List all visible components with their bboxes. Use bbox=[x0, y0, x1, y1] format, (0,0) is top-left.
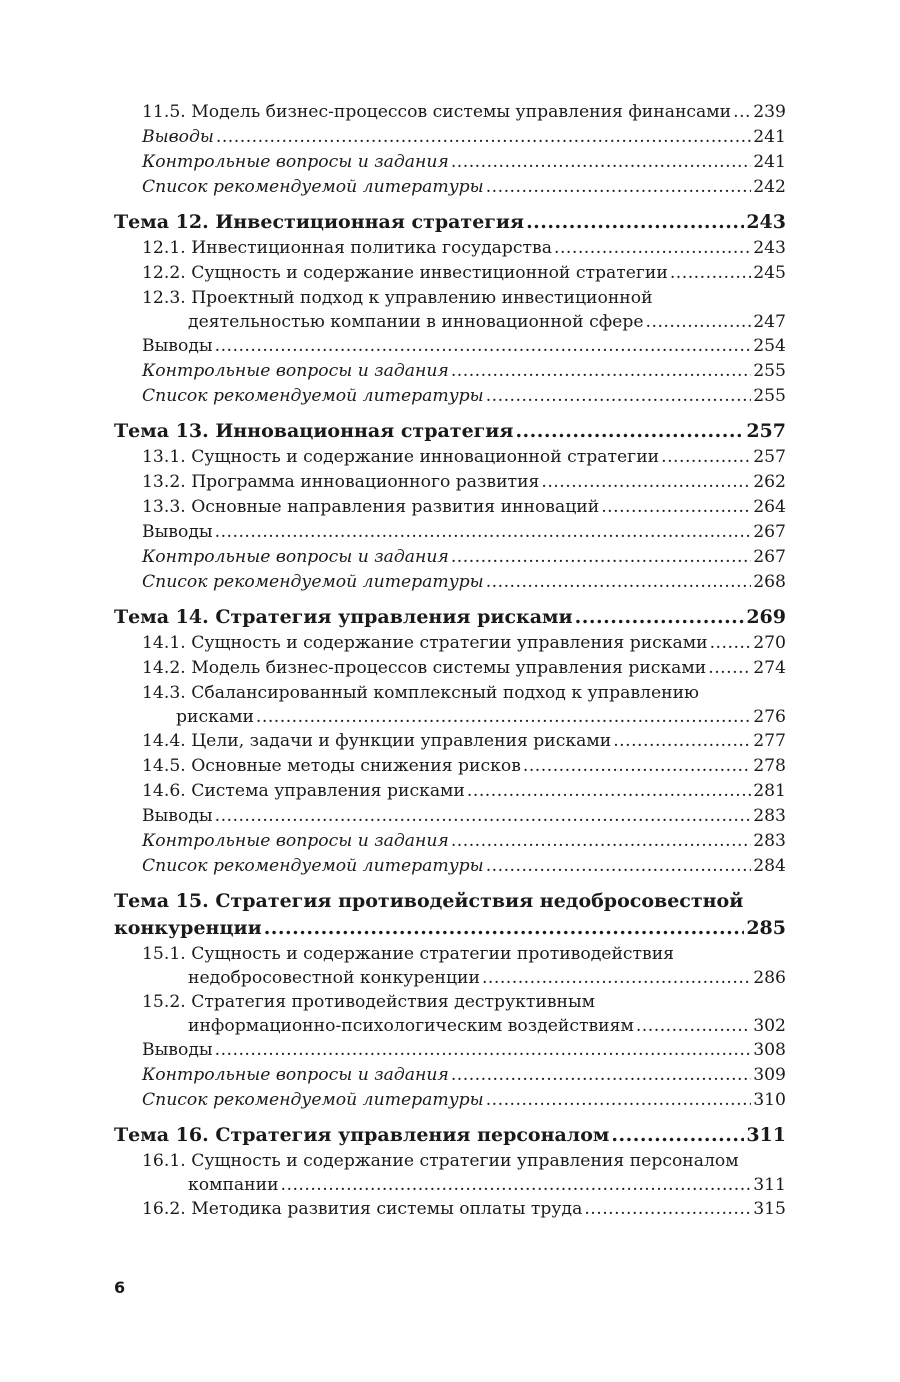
toc-entry-title: Список рекомендуемой литературы bbox=[142, 856, 484, 876]
toc-entry-page: 241 bbox=[753, 152, 786, 172]
toc-entry-title: Выводы bbox=[142, 336, 213, 356]
page-number: 6 bbox=[114, 1278, 126, 1297]
toc-entry-title: 13.1. Сущность и содержание инновационной стратегии bbox=[142, 447, 660, 467]
toc-entry-title: 15.1. Сущность и содержание стратегии противодействия bbox=[142, 944, 675, 964]
toc-topic-title: Тема 16. Стратегия управления персоналом bbox=[114, 1124, 610, 1146]
toc-entry-title: 11.5. Модель бизнес-процессов системы управления финансами bbox=[142, 102, 732, 122]
toc-entry-title: 12.3. Проектный подход к управлению инвестиционной bbox=[142, 288, 653, 308]
toc-entry-12-literature[interactable] bbox=[114, 384, 786, 409]
dot-leader bbox=[670, 261, 751, 286]
toc-entry-14-2[interactable] bbox=[114, 656, 786, 681]
toc-entry-12-1[interactable] bbox=[114, 236, 786, 261]
toc-entry-title: Контрольные вопросы и задания bbox=[142, 152, 449, 172]
toc-entry-title: Список рекомендуемой литературы bbox=[142, 386, 484, 406]
toc-entry-14-4[interactable] bbox=[114, 729, 786, 754]
toc-entry-15-conclusions[interactable] bbox=[114, 1038, 786, 1063]
toc-topic-title-cont: конкуренции bbox=[114, 917, 262, 939]
toc-entry-title-cont: недобросовестной конкуренции bbox=[188, 968, 480, 988]
toc-topic-page: 285 bbox=[746, 917, 786, 939]
toc-entry-page: 284 bbox=[753, 856, 786, 876]
dot-leader bbox=[526, 209, 744, 236]
toc-entry-title: 13.3. Основные направления развития инноваций bbox=[142, 497, 600, 517]
toc-entry-title: Контрольные вопросы и задания bbox=[142, 361, 449, 381]
toc-entry-title: 14.6. Система управления рисками bbox=[142, 781, 465, 801]
toc-entry-title: Список рекомендуемой литературы bbox=[142, 177, 484, 197]
dot-leader bbox=[646, 310, 752, 334]
toc-entry-page: 242 bbox=[753, 177, 786, 197]
toc-topic-page: 257 bbox=[746, 420, 786, 442]
toc-entry-page: 278 bbox=[753, 756, 786, 776]
toc-entry-13-conclusions[interactable] bbox=[114, 520, 786, 545]
toc-entry-title: Выводы bbox=[142, 127, 214, 147]
toc-entry-page: 245 bbox=[753, 263, 786, 283]
dot-leader bbox=[515, 418, 744, 445]
toc-entry-page: 257 bbox=[753, 447, 786, 467]
toc-entry-11-questions[interactable] bbox=[114, 150, 786, 175]
toc-topic-title: Тема 13. Инновационная стратегия bbox=[114, 420, 514, 442]
dot-leader bbox=[486, 570, 752, 595]
dot-leader bbox=[451, 359, 751, 384]
dot-leader bbox=[281, 1173, 752, 1197]
toc-entry-page: 255 bbox=[753, 361, 786, 381]
toc-entry-page: 243 bbox=[753, 238, 786, 258]
toc-entry-page: 254 bbox=[753, 336, 786, 356]
toc-entry-title: 13.2. Программа инновационного развития bbox=[142, 472, 540, 492]
dot-leader bbox=[710, 631, 752, 656]
toc-entry-title: 12.1. Инвестиционная политика государства bbox=[142, 238, 552, 258]
toc-entry-title: Контрольные вопросы и задания bbox=[142, 831, 449, 851]
toc-entry-page: 239 bbox=[753, 102, 786, 122]
toc-entry-title: 14.1. Сущность и содержание стратегии управления рисками bbox=[142, 633, 708, 653]
toc-topic-12[interactable] bbox=[114, 209, 786, 236]
dot-leader bbox=[554, 236, 751, 261]
toc-entry-title-cont: рисками bbox=[176, 707, 254, 727]
toc-topic-title: Тема 15. Стратегия противодействия недобросовестной bbox=[114, 890, 744, 912]
dot-leader bbox=[661, 445, 751, 470]
toc-entry-page: 281 bbox=[753, 781, 786, 801]
toc-entry-13-questions[interactable] bbox=[114, 545, 786, 570]
toc-entry-11-literature[interactable] bbox=[114, 175, 786, 200]
dot-leader bbox=[451, 545, 751, 570]
dot-leader bbox=[636, 1014, 751, 1038]
toc-entry-title: 16.2. Методика развития системы оплаты труда bbox=[142, 1199, 583, 1219]
dot-leader bbox=[613, 729, 751, 754]
toc-entry-14-conclusions[interactable] bbox=[114, 804, 786, 829]
dot-leader bbox=[733, 100, 751, 125]
toc-entry-13-3[interactable] bbox=[114, 495, 786, 520]
toc-entry-page: 267 bbox=[753, 547, 786, 567]
toc-entry-page: 302 bbox=[753, 1016, 786, 1036]
toc-entry-page: 267 bbox=[753, 522, 786, 542]
toc-topic-title: Тема 14. Стратегия управления рисками bbox=[114, 606, 573, 628]
dot-leader bbox=[541, 470, 751, 495]
toc-entry-page: 268 bbox=[753, 572, 786, 592]
toc-entry-page: 283 bbox=[753, 806, 786, 826]
toc-entry-title: Список рекомендуемой литературы bbox=[142, 1090, 484, 1110]
dot-leader bbox=[601, 495, 751, 520]
toc-entry-title-cont: информационно-психологическим воздействиям bbox=[188, 1016, 634, 1036]
dot-leader bbox=[482, 966, 751, 990]
toc-entry-title: Выводы bbox=[142, 806, 213, 826]
toc-topic-page: 269 bbox=[746, 606, 786, 628]
toc-entry-12-2[interactable] bbox=[114, 261, 786, 286]
toc-topic-page: 311 bbox=[746, 1124, 786, 1146]
toc-entry-page: 270 bbox=[753, 633, 786, 653]
toc-entry-title-cont: компании bbox=[188, 1175, 279, 1195]
toc-entry-title-cont: деятельностью компании в инновационной сфере bbox=[188, 312, 644, 332]
toc-entry-13-2[interactable] bbox=[114, 470, 786, 495]
toc-entry-page: 262 bbox=[753, 472, 786, 492]
toc-entry-title: 15.2. Стратегия противодействия деструктивным bbox=[142, 992, 596, 1012]
toc-entry-14-5[interactable] bbox=[114, 754, 786, 779]
toc-entry-page: 274 bbox=[753, 658, 786, 678]
toc-entry-title: 12.2. Сущность и содержание инвестиционной стратегии bbox=[142, 263, 668, 283]
toc-entry-title: Контрольные вопросы и задания bbox=[142, 547, 449, 567]
dot-leader bbox=[708, 656, 751, 681]
toc-entry-12-3[interactable] bbox=[114, 286, 786, 334]
dot-leader bbox=[611, 1122, 744, 1149]
toc-entry-14-questions[interactable] bbox=[114, 829, 786, 854]
dot-leader bbox=[467, 779, 751, 804]
dot-leader bbox=[575, 604, 745, 631]
dot-leader bbox=[486, 175, 752, 200]
toc-topic-15[interactable] bbox=[114, 888, 786, 942]
toc-entry-title: Выводы bbox=[142, 1040, 213, 1060]
toc-entry-page: 241 bbox=[753, 127, 786, 147]
toc-entry-title: 14.3. Сбалансированный комплексный подход к управлению bbox=[142, 683, 699, 703]
toc-entry-page: 264 bbox=[753, 497, 786, 517]
toc-entry-15-literature[interactable] bbox=[114, 1088, 786, 1113]
toc-entry-page: 309 bbox=[753, 1065, 786, 1085]
toc-entry-14-literature[interactable] bbox=[114, 854, 786, 879]
dot-leader bbox=[486, 854, 752, 879]
toc-entry-title: 16.1. Сущность и содержание стратегии управления персоналом bbox=[142, 1151, 739, 1171]
table-of-contents bbox=[114, 100, 786, 1222]
toc-entry-page: 276 bbox=[753, 707, 786, 727]
toc-entry-title: 14.5. Основные методы снижения рисков bbox=[142, 756, 521, 776]
toc-entry-page: 315 bbox=[753, 1199, 786, 1219]
dot-leader bbox=[215, 334, 752, 359]
toc-entry-title: Контрольные вопросы и задания bbox=[142, 1065, 449, 1085]
dot-leader bbox=[215, 520, 752, 545]
toc-entry-page: 310 bbox=[753, 1090, 786, 1110]
toc-topic-14[interactable] bbox=[114, 604, 786, 631]
toc-entry-13-1[interactable] bbox=[114, 445, 786, 470]
toc-entry-15-1[interactable] bbox=[114, 942, 786, 990]
toc-entry-12-conclusions[interactable] bbox=[114, 334, 786, 359]
toc-topic-title: Тема 12. Инвестиционная стратегия bbox=[114, 211, 525, 233]
toc-entry-14-1[interactable] bbox=[114, 631, 786, 656]
toc-entry-title: Выводы bbox=[142, 522, 213, 542]
toc-entry-15-2[interactable] bbox=[114, 990, 786, 1038]
toc-entry-page: 311 bbox=[753, 1175, 786, 1195]
dot-leader bbox=[584, 1197, 751, 1222]
toc-entry-16-1[interactable] bbox=[114, 1149, 786, 1197]
dot-leader bbox=[216, 125, 751, 150]
dot-leader bbox=[451, 1063, 751, 1088]
toc-entry-page: 247 bbox=[753, 312, 786, 332]
toc-entry-page: 283 bbox=[753, 831, 786, 851]
toc-entry-11-conclusions[interactable] bbox=[114, 125, 786, 150]
toc-entry-16-2[interactable] bbox=[114, 1197, 786, 1222]
dot-leader bbox=[486, 1088, 752, 1113]
toc-entry-14-3[interactable] bbox=[114, 681, 786, 729]
toc-topic-page: 243 bbox=[746, 211, 786, 233]
toc-entry-title: 14.4. Цели, задачи и функции управления рисками bbox=[142, 731, 612, 751]
toc-entry-11-5[interactable] bbox=[114, 100, 786, 125]
toc-entry-12-questions[interactable] bbox=[114, 359, 786, 384]
toc-entry-page: 277 bbox=[753, 731, 786, 751]
dot-leader bbox=[451, 150, 751, 175]
toc-topic-13[interactable] bbox=[114, 418, 786, 445]
toc-entry-page: 255 bbox=[753, 386, 786, 406]
dot-leader bbox=[264, 915, 745, 942]
dot-leader bbox=[256, 705, 751, 729]
toc-entry-page: 286 bbox=[753, 968, 786, 988]
dot-leader bbox=[215, 1038, 752, 1063]
toc-entry-14-6[interactable] bbox=[114, 779, 786, 804]
toc-entry-15-questions[interactable] bbox=[114, 1063, 786, 1088]
dot-leader bbox=[451, 829, 751, 854]
toc-entry-page: 308 bbox=[753, 1040, 786, 1060]
dot-leader bbox=[215, 804, 752, 829]
toc-entry-title: 14.2. Модель бизнес-процессов системы управления рисками bbox=[142, 658, 707, 678]
toc-entry-13-literature[interactable] bbox=[114, 570, 786, 595]
toc-entry-title: Список рекомендуемой литературы bbox=[142, 572, 484, 592]
dot-leader bbox=[486, 384, 752, 409]
dot-leader bbox=[523, 754, 751, 779]
toc-topic-16[interactable] bbox=[114, 1122, 786, 1149]
